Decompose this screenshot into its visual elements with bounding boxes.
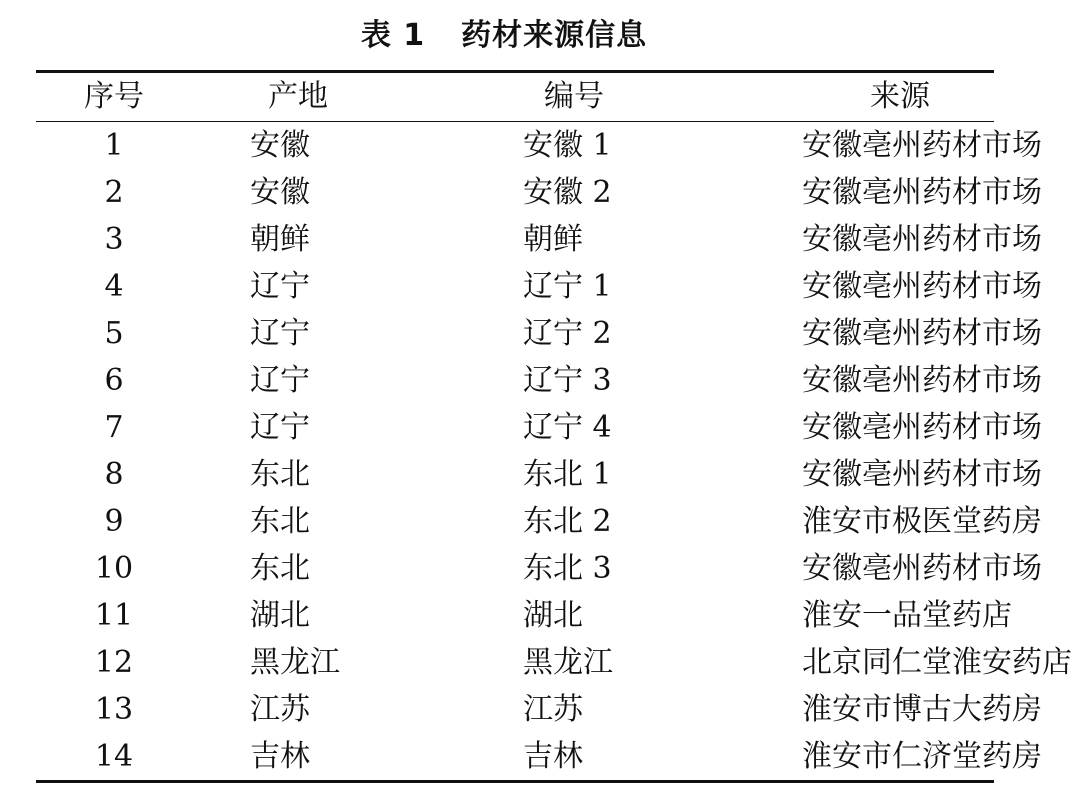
cell-origin: 黑龙江 (250, 645, 340, 680)
cell-code: 辽宁 4 (523, 410, 612, 445)
cell-index: 9 (104, 504, 124, 539)
cell-index: 7 (104, 410, 124, 445)
cell-source: 安徽亳州药材市场 (802, 316, 1042, 351)
table-row (36, 451, 994, 498)
cell-code: 吉林 (523, 739, 583, 774)
cell-origin: 安徽 (250, 128, 310, 163)
cell-code: 安徽 2 (523, 175, 612, 210)
cell-origin: 朝鲜 (250, 222, 310, 257)
cell-source: 淮安市极医堂药房 (802, 504, 1042, 539)
cell-code: 东北 1 (523, 457, 612, 492)
cell-index: 2 (104, 175, 124, 210)
cell-code: 辽宁 2 (523, 316, 612, 351)
cell-origin: 东北 (250, 551, 310, 586)
cell-origin: 辽宁 (250, 363, 310, 398)
table-row (36, 357, 994, 404)
table-title: 药材来源信息 (461, 18, 648, 53)
cell-code: 黑龙江 (523, 645, 613, 680)
cell-source: 安徽亳州药材市场 (802, 457, 1042, 492)
cell-code: 江苏 (523, 692, 583, 727)
cell-source: 淮安市仁济堂药房 (802, 739, 1042, 774)
cell-index: 6 (104, 363, 124, 398)
cell-source: 安徽亳州药材市场 (802, 128, 1042, 163)
cell-origin: 辽宁 (250, 316, 310, 351)
cell-code: 辽宁 3 (523, 363, 612, 398)
cell-index: 11 (94, 598, 134, 633)
cell-origin: 辽宁 (250, 269, 310, 304)
cell-source: 安徽亳州药材市场 (802, 551, 1042, 586)
cell-source: 安徽亳州药材市场 (802, 269, 1042, 304)
cell-source: 安徽亳州药材市场 (802, 222, 1042, 257)
cell-code: 东北 3 (523, 551, 612, 586)
cell-source: 淮安市博古大药房 (802, 692, 1042, 727)
header-index: 序号 (84, 79, 144, 114)
cell-index: 14 (94, 739, 134, 774)
table-header-row (36, 72, 994, 122)
cell-origin: 江苏 (250, 692, 310, 727)
cell-source: 安徽亳州药材市场 (802, 175, 1042, 210)
header-code: 编号 (544, 79, 604, 114)
cell-index: 3 (104, 222, 124, 257)
cell-origin: 东北 (250, 504, 310, 539)
header-origin: 产地 (268, 79, 328, 114)
table-row (36, 310, 994, 357)
cell-source: 北京同仁堂淮安药店 (802, 645, 1072, 680)
cell-index: 1 (104, 128, 124, 163)
cell-index: 8 (104, 457, 124, 492)
cell-code: 朝鲜 (523, 222, 583, 257)
table-row (36, 592, 994, 639)
cell-index: 10 (94, 551, 134, 586)
cell-origin: 吉林 (250, 739, 310, 774)
table-row (36, 498, 994, 545)
cell-origin: 湖北 (250, 598, 310, 633)
cell-origin: 东北 (250, 457, 310, 492)
table-row (36, 639, 994, 686)
table-row (36, 733, 994, 782)
herb-source-table (36, 70, 1072, 783)
cell-origin: 安徽 (250, 175, 310, 210)
table-row (36, 404, 994, 451)
cell-code: 安徽 1 (523, 128, 612, 163)
table-row (36, 216, 994, 263)
table-row (36, 263, 994, 310)
cell-index: 12 (94, 645, 134, 680)
cell-source: 安徽亳州药材市场 (802, 363, 1042, 398)
cell-code: 东北 2 (523, 504, 612, 539)
table-row (36, 686, 994, 733)
cell-code: 辽宁 1 (523, 269, 612, 304)
cell-index: 4 (104, 269, 124, 304)
cell-index: 5 (104, 316, 124, 351)
cell-source: 淮安一品堂药店 (802, 598, 1012, 633)
table-row (36, 545, 994, 592)
cell-origin: 辽宁 (250, 410, 310, 445)
cell-index: 13 (94, 692, 134, 727)
table-caption (0, 14, 1008, 58)
table-number: 表 1 (360, 18, 426, 53)
table-row (36, 169, 994, 216)
cell-source: 安徽亳州药材市场 (802, 410, 1042, 445)
header-source: 来源 (870, 79, 930, 114)
cell-code: 湖北 (523, 598, 583, 633)
table-row (36, 122, 994, 170)
